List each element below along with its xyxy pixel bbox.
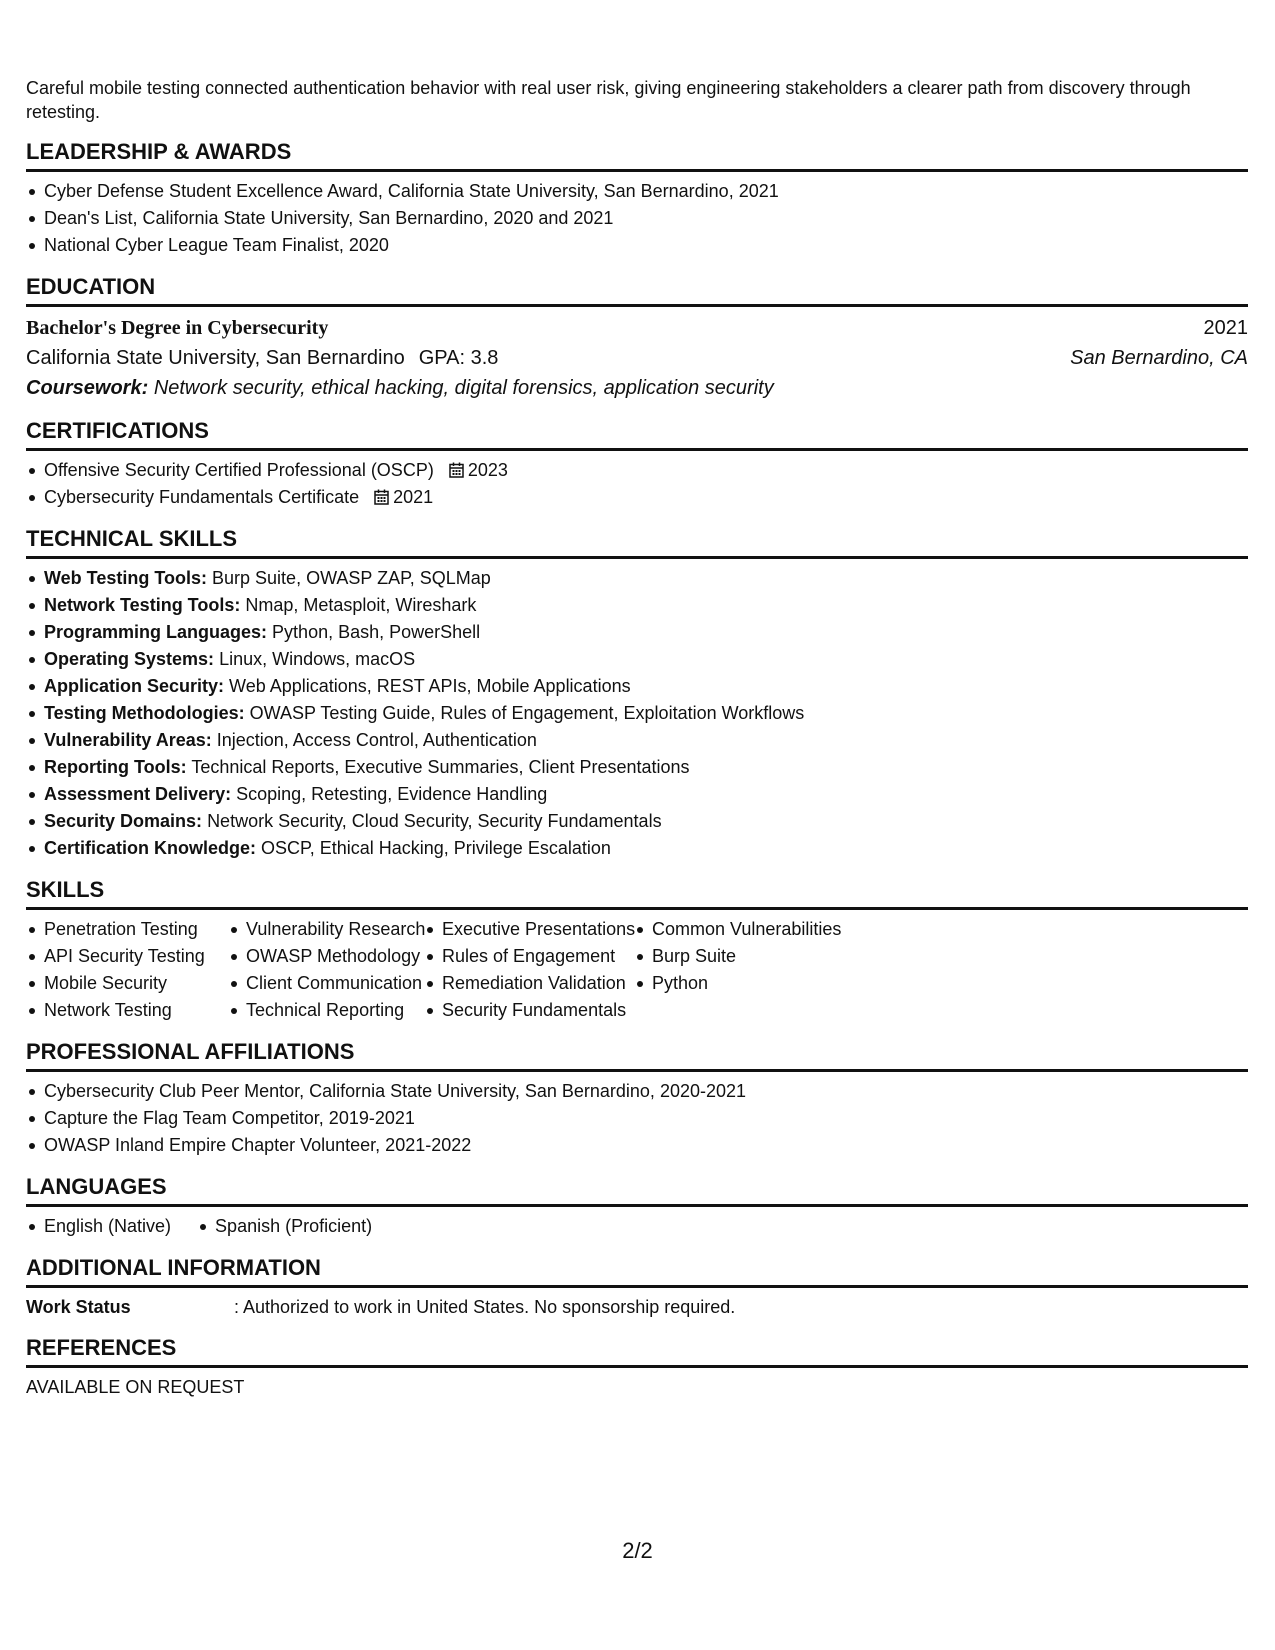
- list-item: National Cyber League Team Finalist, 2020: [26, 232, 1248, 259]
- references-text: AVAILABLE ON REQUEST: [26, 1377, 245, 1397]
- skill-label: Security Domains:: [44, 811, 203, 831]
- coursework-label: Coursework:: [26, 377, 149, 399]
- work-status-label: Work Status: [26, 1297, 131, 1317]
- list-item: [26, 484, 1248, 511]
- section-title-references: REFERENCES: [26, 1334, 1248, 1368]
- list-item: [26, 457, 1248, 484]
- list-item: [26, 565, 1248, 592]
- section-title-education: EDUCATION: [26, 273, 1248, 307]
- skill-label: Programming Languages:: [44, 622, 268, 642]
- section-title-additional-information: ADDITIONAL INFORMATION: [26, 1254, 1248, 1288]
- skill-value: Network Security, Cloud Security, Security Fundamentals: [207, 811, 662, 831]
- list-item: Remediation Validation: [424, 970, 634, 997]
- list-item: Spanish (Proficient): [197, 1213, 372, 1240]
- languages-list: [26, 1213, 1248, 1240]
- skill-label: Reporting Tools:: [44, 757, 187, 777]
- skill-label: Application Security:: [44, 676, 225, 696]
- school-block: [26, 343, 498, 373]
- list-item: [26, 727, 1248, 754]
- certification-name: Offensive Security Certified Professional (OSCP): [44, 460, 434, 480]
- skill-label: Operating Systems:: [44, 649, 215, 669]
- skills-column: [424, 916, 634, 1024]
- list-item: English (Native): [26, 1213, 171, 1240]
- list-item: [26, 673, 1248, 700]
- list-item: [26, 808, 1248, 835]
- list-item: Python: [634, 970, 841, 997]
- list-item: Common Vulnerabilities: [634, 916, 841, 943]
- skills-column: [26, 916, 204, 1024]
- list-item: Burp Suite: [634, 943, 841, 970]
- certification-year: 2023: [467, 460, 508, 480]
- list-item: [26, 781, 1248, 808]
- section-languages: [26, 1173, 1248, 1240]
- section-title-affiliations: PROFESSIONAL AFFILIATIONS: [26, 1038, 1248, 1072]
- school-location: San Bernardino, CA: [1070, 347, 1248, 369]
- certification-name: Cybersecurity Fundamentals Certificate: [44, 487, 360, 507]
- skills-columns: [26, 916, 1248, 1024]
- list-item: Security Fundamentals: [424, 997, 634, 1024]
- work-status-value: : Authorized to work in United States. No sponsorship required.: [234, 1297, 736, 1317]
- list-item: [26, 592, 1248, 619]
- skill-value: OSCP, Ethical Hacking, Privilege Escalation: [261, 838, 611, 858]
- list-item: API Security Testing: [26, 943, 204, 970]
- list-item: Network Testing: [26, 997, 204, 1024]
- list-item: Dean's List, California State University, San Bernardino, 2020 and 2021: [26, 205, 1248, 232]
- calendar-icon: [449, 462, 464, 478]
- list-item: [26, 619, 1248, 646]
- gpa: GPA: 3.8: [418, 347, 499, 369]
- skill-value: Scoping, Retesting, Evidence Handling: [236, 784, 548, 804]
- list-item: Rules of Engagement: [424, 943, 634, 970]
- school-name: California State University, San Bernardino: [26, 347, 405, 369]
- list-item: [26, 646, 1248, 673]
- list-item: [26, 700, 1248, 727]
- skill-value: Injection, Access Control, Authentication: [216, 730, 537, 750]
- list-item: Penetration Testing: [26, 916, 204, 943]
- skill-label: Network Testing Tools:: [44, 595, 241, 615]
- list-item: Cybersecurity Club Peer Mentor, California State University, San Bernardino, 2020-2021: [26, 1078, 1248, 1105]
- skill-label: Assessment Delivery:: [44, 784, 232, 804]
- section-skills: [26, 876, 1248, 1024]
- list-item: [26, 754, 1248, 781]
- list-item: Executive Presentations: [424, 916, 634, 943]
- list-item: Vulnerability Research: [228, 916, 424, 943]
- certifications-list: [26, 457, 1248, 511]
- list-item: Technical Reporting: [228, 997, 424, 1024]
- skill-label: Certification Knowledge:: [44, 838, 257, 858]
- skill-value: Linux, Windows, macOS: [219, 649, 416, 669]
- graduation-year: 2021: [1203, 317, 1248, 339]
- section-title-skills: SKILLS: [26, 876, 1248, 910]
- section-additional-information: [26, 1254, 1248, 1320]
- education-degree-row: [26, 313, 1248, 343]
- section-technical-skills: [26, 525, 1248, 862]
- section-education: [26, 273, 1248, 403]
- skill-value: Technical Reports, Executive Summaries, Client Presentations: [191, 757, 690, 777]
- coursework-text: Network security, ethical hacking, digital forensics, application security: [153, 377, 774, 399]
- page-number: 2/2: [622, 1538, 653, 1563]
- calendar-icon: [374, 489, 389, 505]
- skill-label: Vulnerability Areas:: [44, 730, 212, 750]
- skill-value: Nmap, Metasploit, Wireshark: [245, 595, 477, 615]
- section-references: [26, 1334, 1248, 1400]
- section-title-leadership: LEADERSHIP & AWARDS: [26, 138, 1248, 172]
- leadership-list: [26, 178, 1248, 259]
- skill-value: Web Applications, REST APIs, Mobile Applications: [229, 676, 631, 696]
- intro-paragraph: Careful mobile testing connected authentication behavior with real user risk, giving engineering stakeholders a clearer path from discovery through retesting.: [26, 78, 1191, 122]
- work-status-row: [26, 1294, 1248, 1320]
- list-item: OWASP Inland Empire Chapter Volunteer, 2021-2022: [26, 1132, 1248, 1159]
- list-item: Capture the Flag Team Competitor, 2019-2021: [26, 1105, 1248, 1132]
- skill-label: Testing Methodologies:: [44, 703, 245, 723]
- certification-year: 2021: [393, 487, 434, 507]
- list-item: Mobile Security: [26, 970, 204, 997]
- list-item: [26, 835, 1248, 862]
- skill-label: Web Testing Tools:: [44, 568, 207, 588]
- skill-value: Python, Bash, PowerShell: [272, 622, 481, 642]
- education-school-row: [26, 343, 1248, 373]
- section-affiliations: [26, 1038, 1248, 1159]
- section-certifications: [26, 417, 1248, 511]
- section-leadership: [26, 138, 1248, 259]
- list-item: OWASP Methodology: [228, 943, 424, 970]
- technical-skills-list: [26, 565, 1248, 862]
- coursework: [26, 373, 1248, 403]
- section-title-technical-skills: TECHNICAL SKILLS: [26, 525, 1248, 559]
- degree-name: Bachelor's Degree in Cybersecurity: [26, 317, 329, 339]
- skill-value: OWASP Testing Guide, Rules of Engagement, Exploitation Workflows: [249, 703, 805, 723]
- skills-column: [228, 916, 424, 1024]
- list-item: Client Communication: [228, 970, 424, 997]
- resume-page: [26, 0, 1248, 1400]
- skills-column: [634, 916, 841, 1024]
- section-title-certifications: CERTIFICATIONS: [26, 417, 1248, 451]
- affiliations-list: [26, 1078, 1248, 1159]
- list-item: Cyber Defense Student Excellence Award, California State University, San Bernardino, 2021: [26, 178, 1248, 205]
- skill-value: Burp Suite, OWASP ZAP, SQLMap: [212, 568, 491, 588]
- section-title-languages: LANGUAGES: [26, 1173, 1248, 1207]
